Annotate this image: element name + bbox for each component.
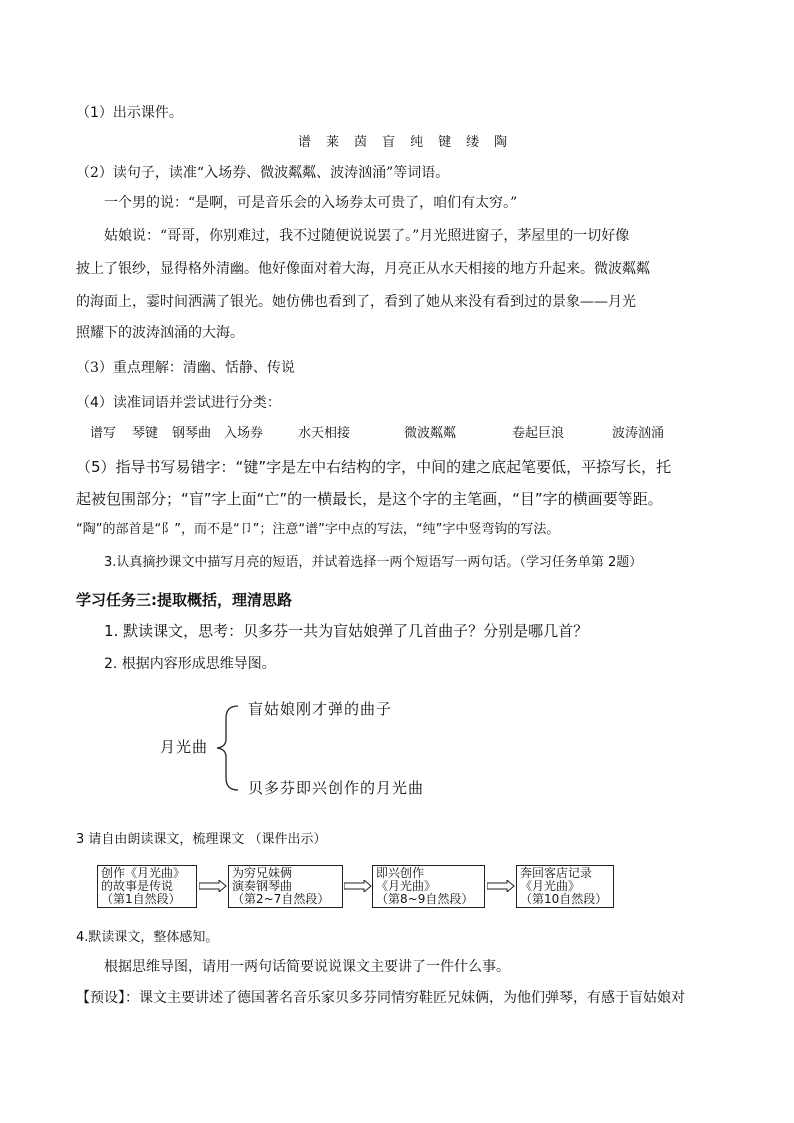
word: 琴键 <box>132 426 159 441</box>
preset-answer: 【预设】：课文主要讲述了德国著名音乐家贝多芬同情穷鞋匠兄妹俩，为他们弹琴，有感于盲姑娘对 <box>76 990 685 1006</box>
passage-line: 姑娘说：“哥哥，你别难过，我不过随便说说罢了。”月光照进窗子，茅屋里的一切好像 <box>104 228 630 244</box>
question-2: 2. 根据内容形成思维导图。 <box>104 656 276 672</box>
item-5-line: （5）指导书写易错字：“键”字是左中右结构的字，中间的建之底起笔要低，平捺写长，托 <box>76 458 672 476</box>
char: 键 <box>438 135 453 150</box>
word: 微波粼粼 <box>404 426 457 441</box>
item-4-line: 4.默读课文，整体感知。 <box>76 930 219 945</box>
arrow-right-icon <box>487 880 515 892</box>
section-heading: 学习任务三:提取概括，理清思路 <box>76 591 293 609</box>
item-3-line: 3 请自由朗读课文，梳理课文 （课件出示） <box>76 832 327 847</box>
mindmap-root: 月光曲 <box>160 738 209 756</box>
word: 卷起巨浪 <box>512 426 565 441</box>
mindmap-branch: 盲姑娘刚才弹的曲子 <box>248 700 393 718</box>
flow-box: 奔回客店记录 《月光曲》 （第10自然段） <box>516 865 614 908</box>
item-2: （2）读句子，读准“入场券、微波粼粼、波涛汹涌”等词语。 <box>76 165 450 181</box>
item-5-line: “陶”的部首是“阝”，而不是“卩”；注意“谱”字中点的写法，“纯”字中竖弯钩的写法。 <box>76 522 560 537</box>
mindmap-branch: 贝多芬即兴创作的月光曲 <box>248 779 425 797</box>
question-1: 1. 默读课文，思考：贝多芬一共为盲姑娘弹了几首曲子？分别是哪几首？ <box>104 622 589 640</box>
char: 纯 <box>410 135 425 150</box>
word: 波涛汹涌 <box>612 426 665 441</box>
item-3: （3）重点理解：清幽、恬静、传说 <box>76 360 295 376</box>
task-line: 3.认真摘抄课文中描写月亮的短语，并试着选择一两个短语写一两句话。（学习任务单第 2题） <box>104 555 643 570</box>
word: 谱写 <box>90 426 117 441</box>
passage-line: 披上了银纱，显得格外清幽。他好像面对着大海，月亮正从水天相接的地方升起来。微波粼粼 <box>76 261 650 277</box>
quote-line: 一个男的说：“是啊，可是音乐会的入场券太可贵了，咱们有太穷。” <box>104 195 518 211</box>
word: 钢琴曲 <box>172 426 212 441</box>
char: 陶 <box>494 135 509 150</box>
brace-icon <box>212 703 242 793</box>
flow-box: 为穷兄妹俩 演奏钢琴曲 （第2~7自然段） <box>228 865 343 908</box>
character-list <box>298 133 522 153</box>
instruction-line: 根据思维导图，请用一两句话简要说说课文主要讲了一件什么事。 <box>104 959 510 975</box>
arrow-right-icon <box>344 880 372 892</box>
word-list <box>90 424 684 444</box>
arrow-right-icon <box>199 880 227 892</box>
char: 谱 <box>298 135 313 150</box>
item-5-line: 起被包围部分；“盲”字上面“亡”的一横最长，是这个字的主笔画，“目”字的横画要等距。 <box>76 490 663 508</box>
passage-line: 的海面上，霎时间洒满了银光。她仿佛也看到了，看到了她从来没有看到过的景象——月光 <box>76 294 636 310</box>
char: 莱 <box>326 135 341 150</box>
char: 缕 <box>466 135 481 150</box>
item-4: （4）读准词语并尝试进行分类： <box>76 395 281 411</box>
flow-box: 即兴创作 《月光曲》 （第8~9自然段） <box>372 865 485 908</box>
flow-box: 创作《月光曲》 的故事是传说 （第1自然段） <box>97 865 197 908</box>
item-1: （1）出示课件。 <box>76 105 183 121</box>
char: 盲 <box>382 135 397 150</box>
word: 入场券 <box>224 426 264 441</box>
char: 茵 <box>354 135 369 150</box>
word: 水天相接 <box>298 426 351 441</box>
passage-line: 照耀下的波涛汹涌的大海。 <box>76 325 244 341</box>
